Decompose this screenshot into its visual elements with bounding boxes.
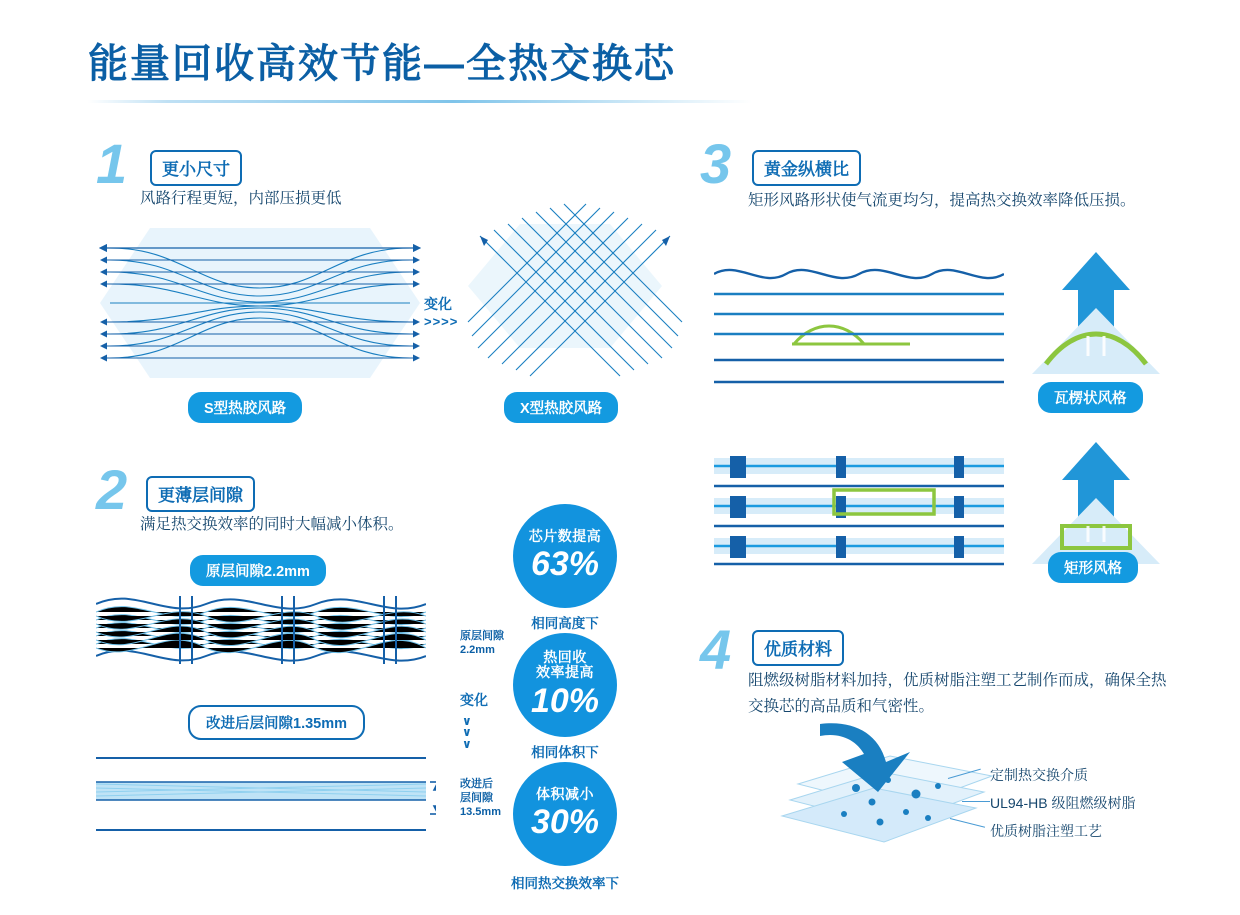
rectangular-flow-illustration — [714, 452, 1004, 572]
corrugated-pill: 瓦楞状风格 — [1038, 382, 1143, 413]
material-layers-illustration — [760, 718, 1020, 858]
legend-item-2: UL94-HB 级阻燃级树脂 — [990, 795, 1136, 811]
stat-circle-chips — [513, 504, 617, 608]
section-3-chip: 黄金纵横比 — [752, 150, 861, 186]
s-type-pill: S型热胶风路 — [188, 392, 302, 423]
original-gap-illustration — [96, 590, 426, 670]
stat-1-caption: 相同高度下 — [531, 616, 599, 631]
step-number-3: 3 — [700, 132, 732, 195]
section-2-text: 满足热交换效率的同时大幅减小体积。 — [140, 516, 404, 533]
stat-2-value: 10% — [530, 681, 600, 720]
section-4-text: 阻燃级树脂材料加持，优质树脂注塑工艺制作而成，确保全热交换芯的高品质和气密性。 — [748, 672, 1167, 715]
x-type-pill: X型热胶风路 — [504, 392, 618, 423]
section-1-chip: 更小尺寸 — [150, 150, 242, 186]
step-number-2: 2 — [96, 458, 128, 521]
section-1-change-label: 变化 — [424, 296, 452, 312]
section-2-change-label: 变化 — [460, 692, 488, 708]
corrugated-flow-illustration — [714, 262, 1004, 392]
stat-2-caption: 相同体积下 — [531, 745, 599, 760]
legend-leader-2 — [962, 801, 990, 802]
stat-3-caption-inner: 体积减小 — [536, 785, 594, 802]
section-1-change-arrows: >>>> — [424, 314, 459, 329]
section-2-chip: 更薄层间隙 — [146, 476, 255, 512]
corrugated-arrow-graphic — [1026, 252, 1166, 382]
section-3-text: 矩形风路形状使气流更均匀，提高热交换效率降低压损。 — [748, 192, 1136, 209]
stat-2-caption-line1: 热回收 — [543, 648, 587, 665]
stat-1-caption-inner: 芯片数提高 — [528, 527, 602, 544]
improved-gap-pill: 改进后层间隙1.35mm — [188, 705, 365, 740]
stat-circle-volume — [513, 762, 617, 866]
original-gap-pill: 原层间隙2.2mm — [190, 555, 326, 586]
stat-1-value: 63% — [530, 545, 600, 583]
step-number-4: 4 — [700, 618, 732, 681]
rectangular-pill: 矩形风格 — [1048, 552, 1138, 583]
section-4-chip: 优质材料 — [752, 630, 844, 666]
page-title: 能量回收高效节能—全热交换芯 — [88, 42, 676, 86]
legend-item-3: 优质树脂注塑工艺 — [990, 823, 1102, 839]
section-2-change-arrows: ∨ ∨ ∨ — [462, 714, 472, 751]
stat-circle-efficiency — [513, 633, 617, 737]
x-type-airflow-illustration — [460, 196, 690, 396]
improved-gap-label: 改进后 层间隙 13.5mm — [460, 778, 501, 818]
s-type-airflow-illustration — [90, 218, 430, 388]
step-number-1: 1 — [96, 132, 128, 195]
stat-3-value: 30% — [530, 803, 600, 841]
section-1-text: 风路行程更短，内部压损更低 — [140, 190, 342, 207]
improved-gap-illustration — [96, 752, 436, 842]
legend-item-1: 定制热交换介质 — [990, 767, 1088, 783]
title-divider — [88, 100, 752, 103]
stat-3-caption: 相同热交换效率下 — [511, 876, 619, 891]
original-gap-label: 原层间隙 2.2mm — [460, 630, 504, 656]
stat-2-caption-line2: 效率提高 — [536, 664, 594, 681]
